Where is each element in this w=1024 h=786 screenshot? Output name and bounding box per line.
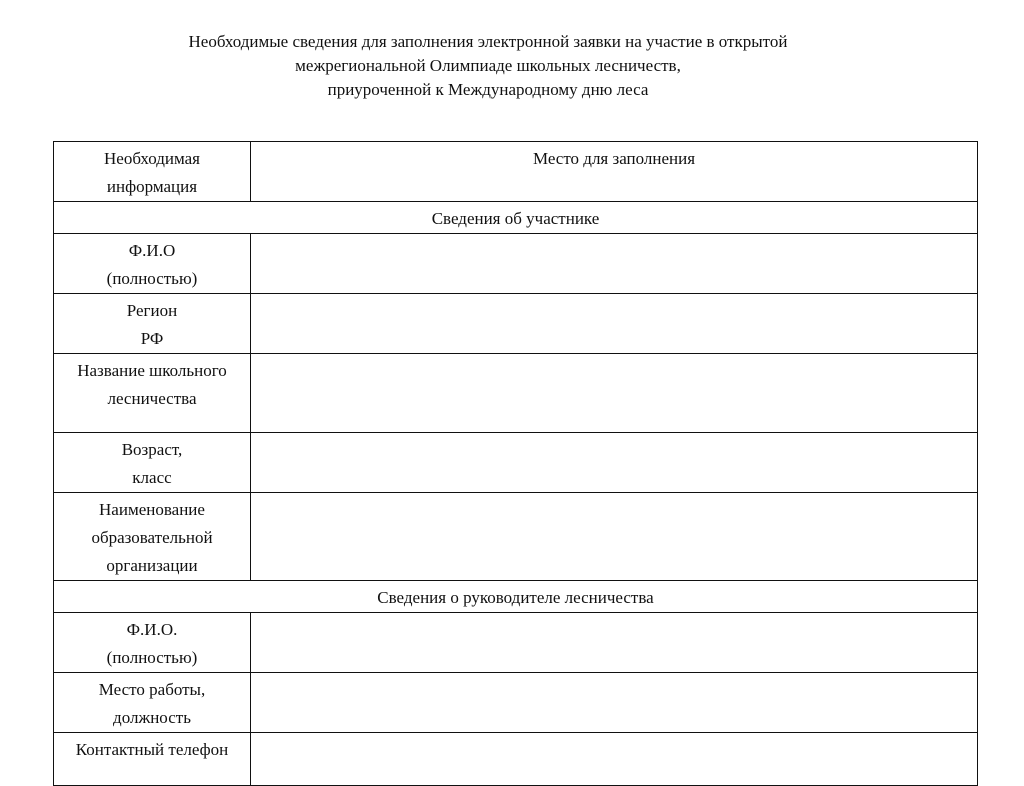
input-organization[interactable] — [251, 493, 978, 581]
input-forestry-name[interactable] — [251, 354, 978, 433]
row-label-workplace: Место работы, должность — [54, 673, 251, 733]
header-required-info: Необходимая информация — [54, 142, 251, 202]
row-label-age-class: Возраст, класс — [54, 433, 251, 493]
row-label-region: Регион РФ — [54, 294, 251, 354]
input-leader-fio[interactable] — [251, 613, 978, 673]
title-line-1: Необходимые сведения для заполнения электронной заявки на участие в открытой — [188, 32, 788, 51]
input-workplace[interactable] — [251, 673, 978, 733]
row-label-organization: Наименование образовательной организации — [54, 493, 251, 581]
table-row — [54, 354, 978, 433]
table-row — [54, 493, 978, 581]
table-row — [54, 433, 978, 493]
row-label-leader-fio: Ф.И.О. (полностью) — [54, 613, 251, 673]
row-label-participant-fio: Ф.И.О (полностью) — [54, 234, 251, 294]
table-row — [54, 613, 978, 673]
application-form-table — [53, 141, 978, 786]
table-row — [54, 673, 978, 733]
table-row — [54, 733, 978, 786]
row-label-forestry-name: Название школьного лесничества — [54, 354, 251, 433]
table-header-row — [54, 142, 978, 202]
row-label-phone: Контактный телефон — [54, 733, 251, 786]
input-region[interactable] — [251, 294, 978, 354]
input-age-class[interactable] — [251, 433, 978, 493]
title-line-2: межрегиональной Олимпиаде школьных лесничеств, — [295, 56, 681, 75]
section-leader-title: Сведения о руководителе лесничества — [54, 581, 978, 613]
table-row — [54, 234, 978, 294]
title-line-3: приуроченной к Международному дню леса — [327, 80, 649, 99]
section-row-participant — [54, 202, 978, 234]
section-row-leader — [54, 581, 978, 613]
document-title — [0, 30, 976, 102]
input-phone[interactable] — [251, 733, 978, 786]
header-fill-place: Место для заполнения — [251, 142, 978, 202]
section-participant-title: Сведения об участнике — [54, 202, 978, 234]
table-row — [54, 294, 978, 354]
input-participant-fio[interactable] — [251, 234, 978, 294]
